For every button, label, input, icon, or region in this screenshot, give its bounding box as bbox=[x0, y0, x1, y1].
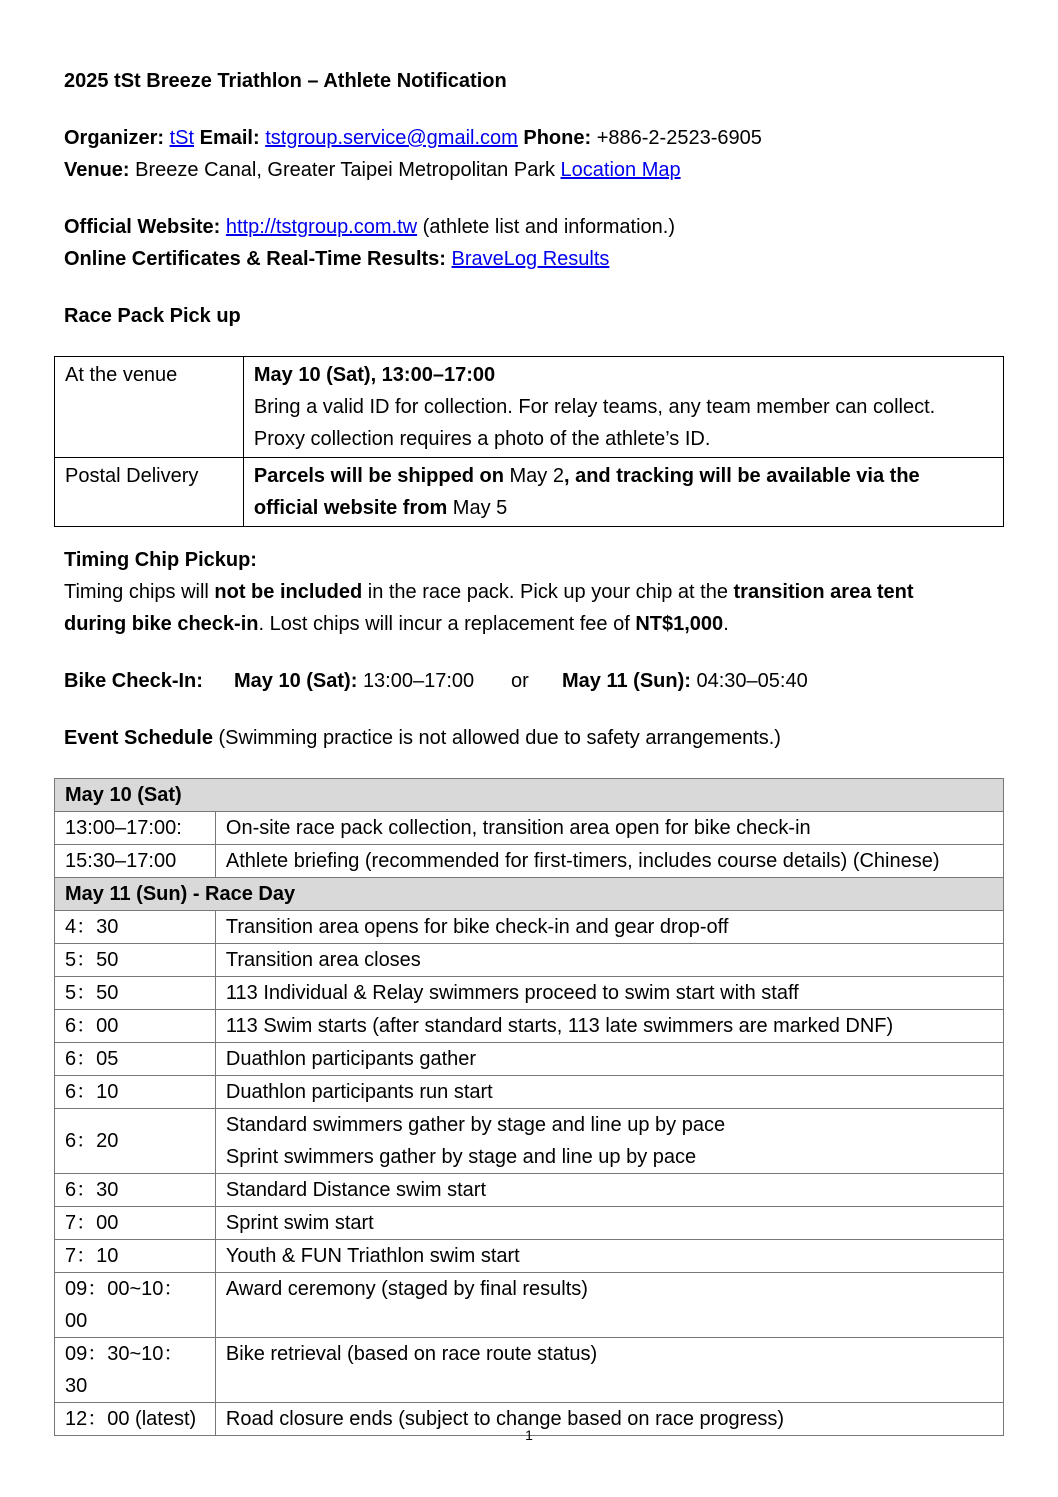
table-row: 5：50 Transition area closes bbox=[55, 944, 1004, 977]
table-row: 7：00 Sprint swim start bbox=[55, 1207, 1004, 1240]
email-link[interactable]: tstgroup.service@gmail.com bbox=[265, 127, 518, 149]
table-row: 15:30–17:00 Athlete briefing (recommended for first-timers, includes course details) (Chinese) bbox=[55, 845, 1004, 878]
website-line bbox=[64, 215, 675, 239]
pickup-detail-postal: Parcels will be shipped on May 2, and tracking will be available via the official website from May 5 bbox=[243, 458, 1003, 527]
table-row: 6：10 Duathlon participants run start bbox=[55, 1076, 1004, 1109]
table-row: 09：30~10：30 Bike retrieval (based on race route status) bbox=[55, 1338, 1004, 1403]
table-row bbox=[55, 357, 1004, 458]
bike-checkin-day1: May 10 (Sat): 13:00–17:00 bbox=[234, 670, 475, 692]
page-number: 1 bbox=[525, 1427, 533, 1443]
venue-text: Breeze Canal, Greater Taipei Metropolitan Park bbox=[135, 159, 555, 181]
timing-chip-heading: Timing Chip Pickup: bbox=[64, 549, 257, 571]
race-pack-heading: Race Pack Pick up bbox=[64, 305, 241, 327]
table-row: 6：05 Duathlon participants gather bbox=[55, 1043, 1004, 1076]
table-row: 6：30 Standard Distance swim start bbox=[55, 1174, 1004, 1207]
organizer-link[interactable]: tSt bbox=[169, 127, 195, 149]
schedule-day-header: May 10 (Sat) bbox=[55, 779, 1004, 812]
venue-label: Venue: bbox=[64, 159, 130, 181]
table-row: 09：00~10：00 Award ceremony (staged by final results) bbox=[55, 1273, 1004, 1338]
results-line bbox=[64, 247, 609, 271]
table-row: 6：20 Standard swimmers gather by stage and line up by pace Sprint swimmers gather by stage and line up by pace bbox=[55, 1109, 1004, 1174]
table-row: 4：30 Transition area opens for bike check-in and gear drop-off bbox=[55, 911, 1004, 944]
race-pack-table bbox=[54, 356, 1004, 527]
bike-checkin-or: or bbox=[511, 670, 529, 692]
phone-number: +886-2-2523-6905 bbox=[596, 127, 762, 149]
document-title: 2025 tSt Breeze Triathlon – Athlete Notification bbox=[64, 70, 507, 92]
website-link[interactable]: http://tstgroup.com.tw bbox=[225, 216, 418, 238]
event-schedule-table bbox=[54, 778, 1004, 1436]
table-row bbox=[55, 458, 1004, 527]
website-note: (athlete list and information.) bbox=[422, 216, 675, 238]
event-schedule-heading: Event Schedule (Swimming practice is not allowed due to safety arrangements.) bbox=[64, 727, 781, 749]
pickup-detail-venue: May 10 (Sat), 13:00–17:00 Bring a valid ID for collection. For relay teams, any team member can collect. Proxy collection requires a photo of the athlete’s ID. bbox=[243, 357, 1003, 458]
pickup-label-venue: At the venue bbox=[55, 357, 244, 458]
location-map-link[interactable]: Location Map bbox=[560, 159, 681, 181]
schedule-day-header: May 11 (Sun) - Race Day bbox=[55, 878, 1004, 911]
bike-checkin-day2: May 11 (Sun): 04:30–05:40 bbox=[562, 670, 808, 692]
table-row: 12：00 (latest) Road closure ends (subject to change based on race progress) bbox=[55, 1403, 1004, 1436]
organizer-label: Organizer: bbox=[64, 127, 165, 149]
table-row: 5：50 113 Individual & Relay swimmers proceed to swim start with staff bbox=[55, 977, 1004, 1010]
bike-checkin-label: Bike Check-In: bbox=[64, 670, 203, 692]
table-row: 6：00 113 Swim starts (after standard starts, 113 late swimmers are marked DNF) bbox=[55, 1010, 1004, 1043]
phone-label: Phone: bbox=[523, 127, 592, 149]
website-label: Official Website: bbox=[64, 216, 221, 238]
timing-chip-text-1: Timing chips will not be included in the race pack. Pick up your chip at the transition area tent bbox=[64, 581, 914, 603]
venue-line bbox=[64, 158, 681, 182]
results-label: Online Certificates & Real-Time Results: bbox=[64, 248, 446, 270]
timing-chip-text-2: during bike check-in. Lost chips will incur a replacement fee of NT$1,000. bbox=[64, 613, 729, 635]
table-row: 7：10 Youth & FUN Triathlon swim start bbox=[55, 1240, 1004, 1273]
contact-line bbox=[64, 126, 762, 150]
table-row: 13:00–17:00: On-site race pack collection, transition area open for bike check-in bbox=[55, 812, 1004, 845]
email-label: Email: bbox=[199, 127, 260, 149]
results-link[interactable]: BraveLog Results bbox=[451, 248, 610, 270]
pickup-label-postal: Postal Delivery bbox=[55, 458, 244, 527]
